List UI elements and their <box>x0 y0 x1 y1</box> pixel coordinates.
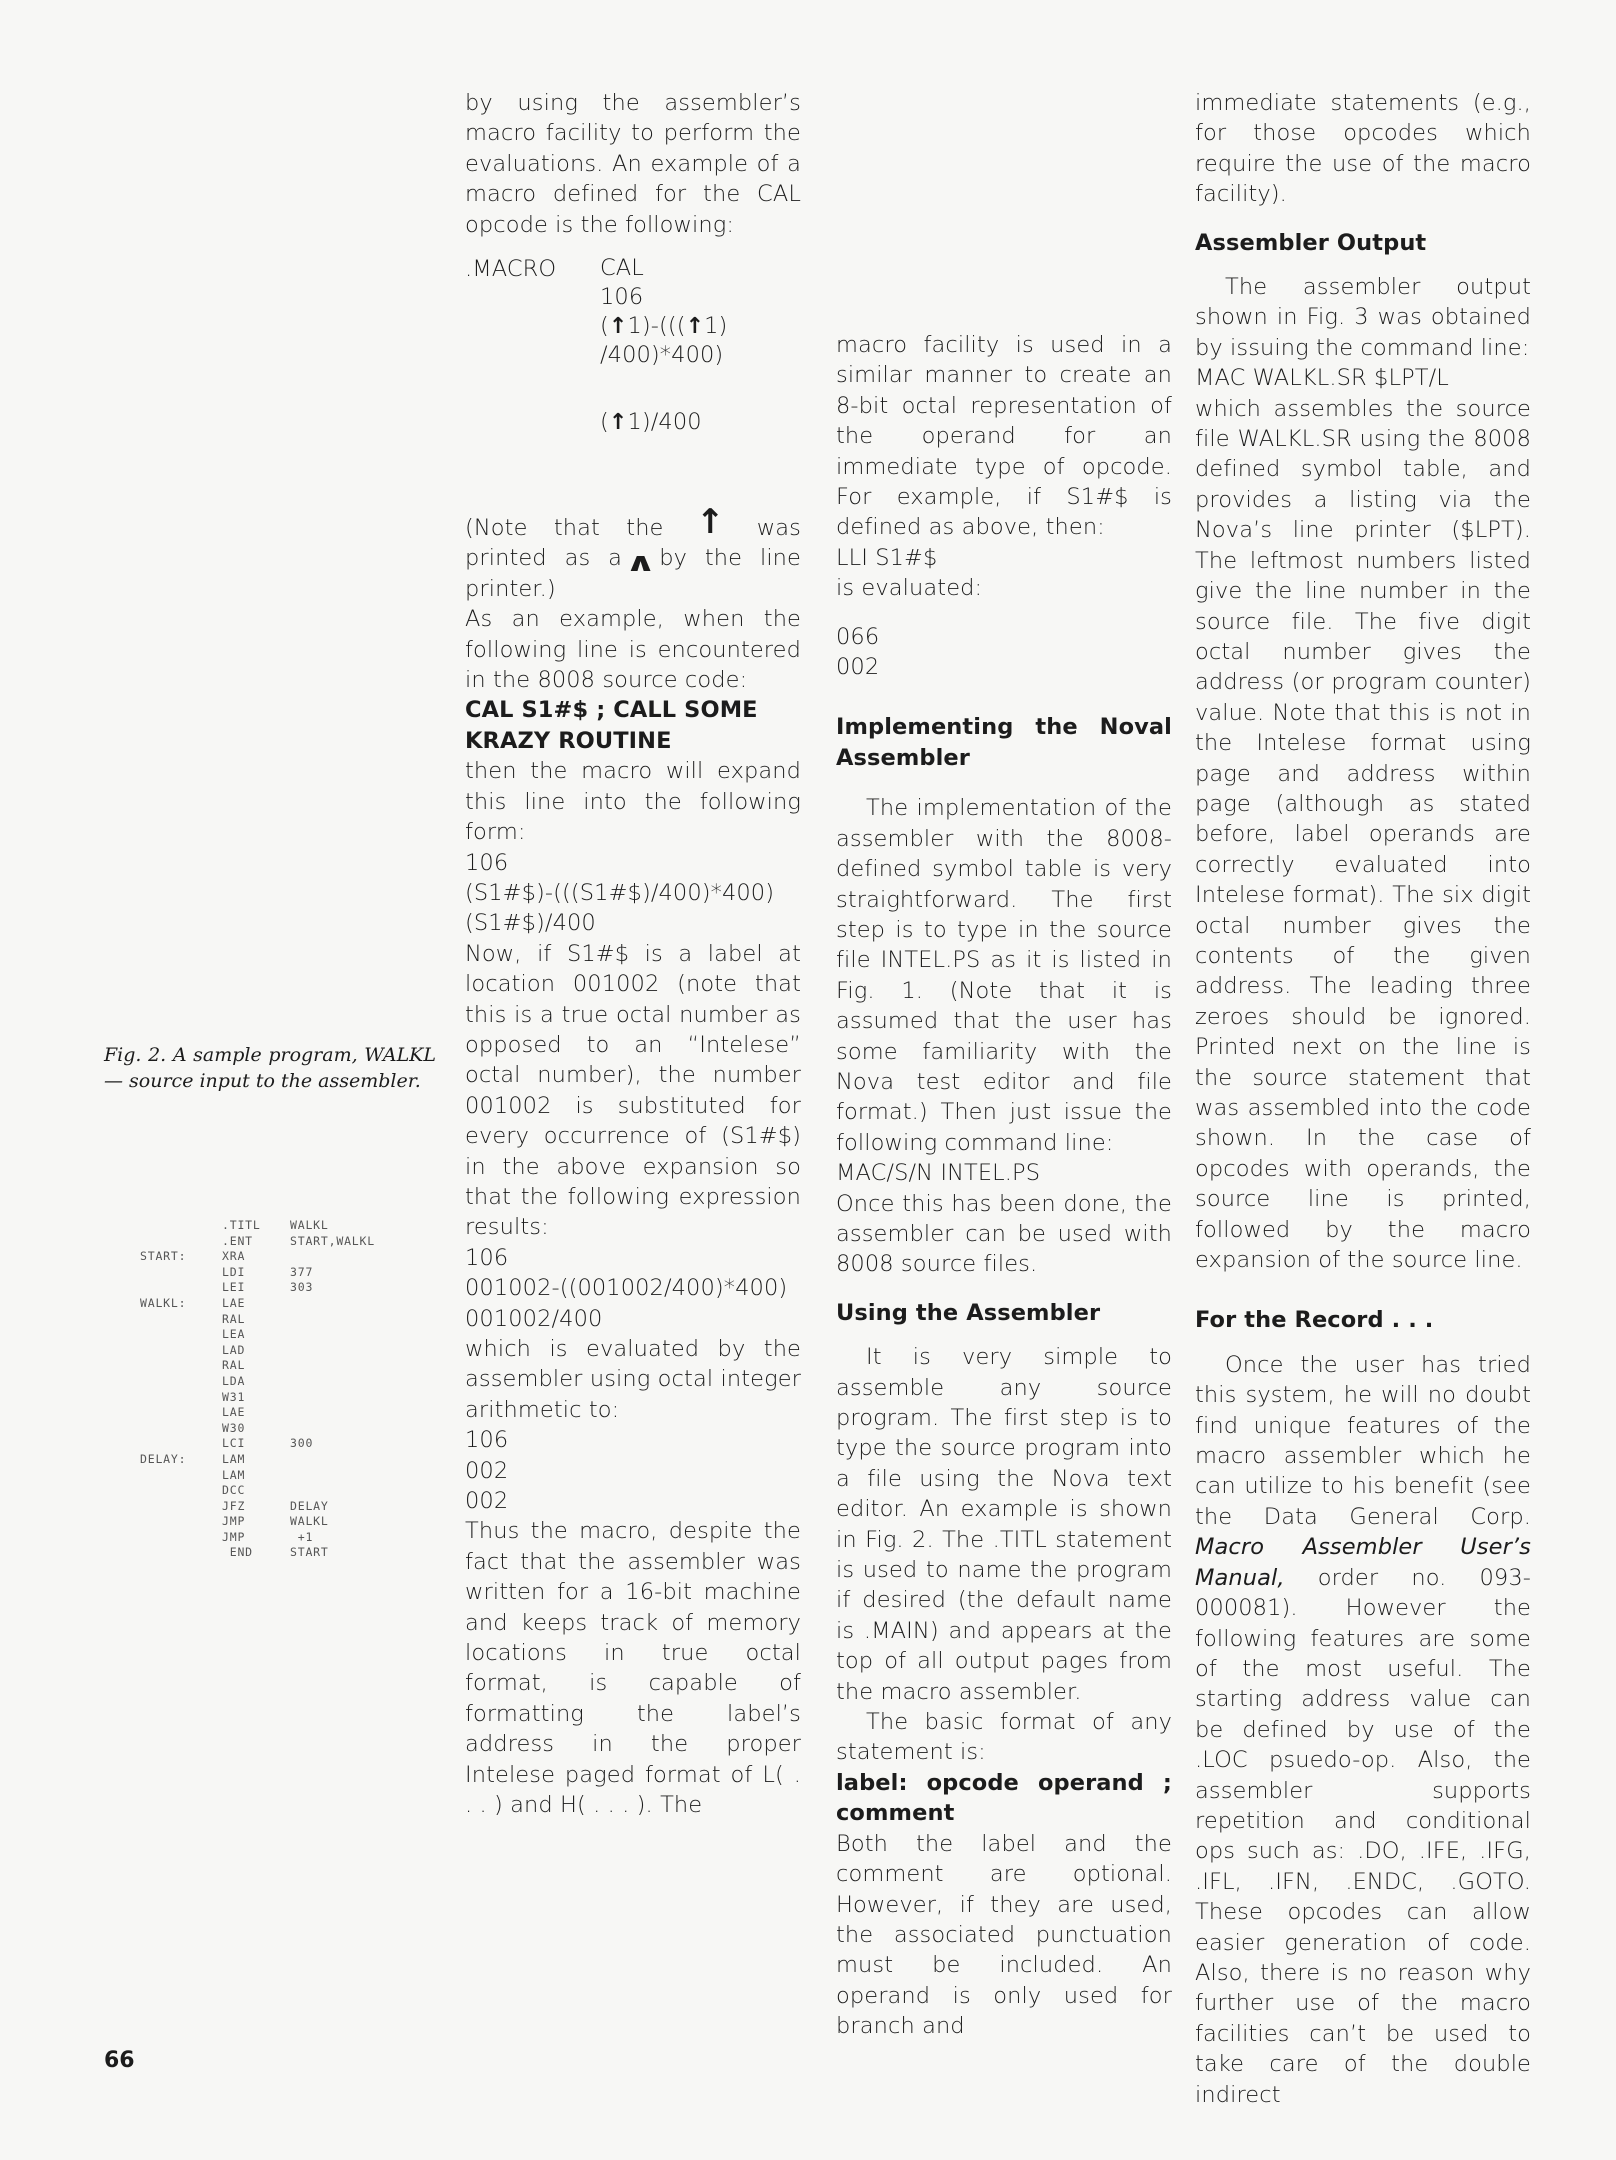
listing-opcode: LAM <box>222 1451 246 1466</box>
value-line: 002 <box>836 654 880 681</box>
up-arrow-icon: ↑ <box>608 410 628 436</box>
listing-row <box>140 1234 375 1250</box>
printer-note <box>465 502 801 604</box>
section-heading: For the Record . . . <box>1195 1307 1434 1334</box>
listing-label <box>140 1483 222 1499</box>
result-line: 001002/400 <box>465 1305 603 1332</box>
listing-row <box>140 1249 375 1265</box>
listing-row <box>140 1468 375 1484</box>
paragraph: macro facility is used in a similar manner to create an 8-bit octal representation of the operand for an immediate type of opcode. For example, if S1#$ is defined as above, then: <box>836 332 1172 541</box>
macro-keyword: .MACRO <box>465 256 557 283</box>
listing-label <box>140 1436 222 1452</box>
paragraph: The implementation of the assembler with the 8008-defined symbol table is very straightforward. The first step is to type in the source file INTEL.PS as it is listed in Fig. 1. (Note that it is assumed that the user has some familiarity with the Nova test editor and file format.) Then just issue the following command line: <box>836 795 1172 1156</box>
listing-label <box>140 1421 222 1437</box>
section-heading: Using the Assembler <box>836 1299 1101 1326</box>
source-listing <box>140 1218 375 1561</box>
listing-label <box>140 1234 222 1250</box>
text: 1)-((( <box>627 313 686 340</box>
text: ( <box>600 313 609 340</box>
listing-row <box>140 1452 375 1468</box>
paragraph: Once this has been done, the assembler can be used with 8008 source files. <box>836 1190 1172 1278</box>
listing-operand: 300 <box>290 1436 314 1451</box>
paragraph: It is very simple to assemble any source program. The first step is to type the source program into a file using the Nova text editor. An example is shown in Fig. 2. The .TITL statement is used to name the program if desired (the default name is .MAIN) and appears at the top of all output pages from the macro assembler. <box>836 1344 1172 1705</box>
paragraph: As an example, when the following line is encountered in the 8008 source code: <box>465 606 801 694</box>
listing-opcode: W31 <box>222 1389 246 1404</box>
listing-opcode: JFZ <box>222 1498 246 1513</box>
listing-opcode: JMP <box>222 1529 246 1544</box>
listing-label <box>140 1390 222 1406</box>
listing-operand: +1 <box>290 1529 314 1544</box>
listing-label <box>140 1218 222 1234</box>
code-example: CAL S1#$ ; CALL SOME KRAZY ROUTINE <box>465 697 758 754</box>
listing-operand: 377 <box>290 1264 314 1279</box>
listing-opcode: END <box>222 1545 253 1560</box>
listing-row <box>140 1499 375 1515</box>
listing-operand: DELAY <box>290 1498 329 1513</box>
listing-label: WALKL: <box>140 1295 187 1310</box>
listing-operand: START,WALKL <box>290 1233 375 1248</box>
paragraph <box>1195 1350 1531 2110</box>
macro-definition <box>465 254 801 512</box>
value-line: 106 <box>465 1427 509 1454</box>
text: Once the user has tried this system, he will no doubt find unique features of the macro assembler which he can utilize to his benefit (see the Data General Corp. <box>1195 1351 1531 1530</box>
listing-row <box>140 1296 375 1312</box>
listing-label <box>140 1343 222 1359</box>
manual-title: Macro Assembler User’s Manual, <box>1195 1534 1531 1591</box>
listing-row <box>140 1280 375 1296</box>
macro-line <box>600 312 727 341</box>
macro-body <box>600 254 727 437</box>
listing-label <box>140 1358 222 1374</box>
listing-row <box>140 1436 375 1452</box>
listing-opcode: LDA <box>222 1373 246 1388</box>
listing-label <box>140 1374 222 1390</box>
up-arrow-icon: ↑ <box>685 314 705 340</box>
text: (Note that the <box>465 515 664 542</box>
figure-caption: Fig. 2. A sample program, WALKL — source input to the assembler. <box>104 1044 436 1092</box>
text: ( <box>600 409 609 436</box>
value-line: 066 <box>836 623 880 650</box>
listing-row <box>140 1405 375 1421</box>
listing-operand: WALKL <box>290 1218 329 1232</box>
listing-row <box>140 1390 375 1406</box>
macro-line: 106 <box>600 284 644 311</box>
text: as a <box>564 545 623 572</box>
listing-label <box>140 1265 222 1281</box>
paragraph: immediate statements (e.g., for those opcodes which require the use of the macro facility). <box>1195 90 1531 208</box>
macro-line <box>600 408 727 437</box>
listing-row <box>140 1483 375 1499</box>
column-1 <box>465 88 801 1821</box>
paragraph: Both the label and the comment are optional. However, if they are used, the associated punctuation must be included. An operand is only used for branch and <box>836 1830 1172 2040</box>
macro-line: /400)*400) <box>600 342 724 369</box>
listing-opcode: LCI <box>222 1436 246 1451</box>
listing-row <box>140 1545 375 1561</box>
paragraph: which is evaluated by the assembler using octal integer arithmetic to: <box>465 1336 801 1423</box>
macro-line: CAL <box>600 255 644 282</box>
listing-opcode: LEI <box>222 1280 246 1295</box>
up-arrow-icon: ↑ <box>608 314 628 340</box>
paragraph: then the macro will expand this line into the following form: <box>465 758 801 846</box>
listing-opcode: LDI <box>222 1264 246 1279</box>
listing-opcode: LAE <box>222 1405 246 1420</box>
listing-label <box>140 1280 222 1296</box>
listing-label <box>140 1530 222 1546</box>
text: by the line printer.) <box>465 545 801 602</box>
listing-row <box>140 1530 375 1546</box>
listing-operand: 303 <box>290 1280 314 1295</box>
page-number: 66 <box>104 2048 135 2073</box>
command-line: MAC/S/N INTEL.PS <box>836 1160 1041 1187</box>
listing-row <box>140 1374 375 1390</box>
listing-label <box>140 1514 222 1530</box>
column-3 <box>1195 88 1531 2110</box>
listing-label <box>140 1499 222 1515</box>
text: was printed <box>465 515 801 572</box>
paragraph: The basic format of any statement is: <box>836 1709 1172 1766</box>
statement-format: label: opcode operand ; comment <box>836 1769 1172 1827</box>
result-line: 106 <box>465 1244 509 1271</box>
value-line: 002 <box>465 1457 509 1484</box>
paragraph: is evaluated: <box>836 575 983 602</box>
listing-row <box>140 1358 375 1374</box>
caret-icon: ∧ <box>624 548 657 579</box>
listing-row <box>140 1265 375 1281</box>
up-arrow-icon: ↑ <box>695 502 725 543</box>
listing-opcode: LAD <box>222 1342 246 1357</box>
expansion-line: (S1#$)-(((S1#$)/400)*400) <box>465 879 775 906</box>
value-line: 002 <box>465 1488 509 1515</box>
listing-operand: START <box>290 1545 329 1560</box>
code-example: LLI S1#$ <box>836 544 938 571</box>
expansion-line: 106 <box>465 849 509 876</box>
command-line: MAC WALKL.SR $LPT/L <box>1195 365 1449 392</box>
listing-opcode: .ENT <box>222 1233 253 1248</box>
paragraph: which assembles the source file WALKL.SR using the 8008 defined symbol table, and provides a listing via the Nova’s line printer ($LPT). The leftmost numbers listed give the line number in the source file. The five digit octal number gives the address (or program counter) value. Note that this is not in the Intelese format using page and address within page (although as stated before, label operands are correctly evaluated into Intelese format). The six digit octal number gives the contents of the given address. The leading three zeroes should be ignored. Printed next on the line is the source statement that was assembled into the code shown. In the case of opcodes with operands, the source line is printed, followed by the macro expansion of the source line. <box>1195 395 1531 1274</box>
listing-label <box>140 1312 222 1328</box>
paragraph: Thus the macro, despite the fact that the assembler was written for a 16-bit machine and keeps track of memory locations in true octal format, is capable of formatting the label’s address in the proper Intelese paged format of L( . . . ) and H( . . . ). The <box>465 1518 801 1819</box>
result-line: 001002-((001002/400)*400) <box>465 1275 788 1302</box>
listing-label: START: <box>140 1249 187 1264</box>
listing-row <box>140 1421 375 1437</box>
listing-opcode: RAL <box>222 1358 246 1373</box>
text: order no. 093-000081). However the following features are some of the most useful. The starting address value can be defined by use of the .LOC psuedo-op. Also, the assembler supports repetition and conditional ops such as: .DO, .IFE, .IFG, .IFL, .IFN, .ENDC, .GOTO. These opcodes can allow easier generation of code. Also, there is no reason why further use of the macro facilities can’t be used to take care of the double indirect <box>1195 1564 1531 2108</box>
paragraph: Now, if S1#$ is a label at location 001002 (note that this is a true octal number as opposed to an “Intelese” octal number), the number 001002 is substituted for every occurrence of (S1#$) in the above expansion so that the following expression results: <box>465 940 801 1241</box>
listing-operand: WALKL <box>290 1514 329 1529</box>
listing-row <box>140 1514 375 1530</box>
listing-opcode: LEA <box>222 1327 246 1342</box>
listing-opcode: DCC <box>222 1483 246 1498</box>
listing-opcode: XRA <box>222 1249 246 1264</box>
listing-opcode: RAL <box>222 1311 246 1326</box>
listing-row <box>140 1327 375 1343</box>
listing-label <box>140 1468 222 1484</box>
listing-label: DELAY: <box>140 1451 187 1466</box>
expansion-line: (S1#$)/400 <box>465 910 596 937</box>
listing-row <box>140 1312 375 1328</box>
listing-opcode: W30 <box>222 1420 246 1435</box>
listing-opcode: LAM <box>222 1467 246 1482</box>
listing-opcode: LAE <box>222 1295 246 1310</box>
text: 1)/400 <box>627 409 702 436</box>
listing-label <box>140 1405 222 1421</box>
text: 1) <box>704 313 728 340</box>
listing-label <box>140 1545 222 1561</box>
column-2 <box>836 330 1172 2042</box>
listing-row <box>140 1343 375 1359</box>
listing-opcode: JMP <box>222 1514 246 1529</box>
section-heading: Assembler Output <box>1195 229 1427 256</box>
listing-label <box>140 1327 222 1343</box>
paragraph: The assembler output shown in Fig. 3 was obtained by issuing the command line: <box>1195 274 1531 361</box>
listing-row <box>140 1218 375 1234</box>
paragraph: by using the assembler’s macro facility to perform the evaluations. An example of a macro defined for the CAL opcode is the following: <box>465 90 801 238</box>
listing-opcode: .TITL <box>222 1218 261 1232</box>
section-heading: Implementing the Noval Assembler <box>836 714 1172 771</box>
